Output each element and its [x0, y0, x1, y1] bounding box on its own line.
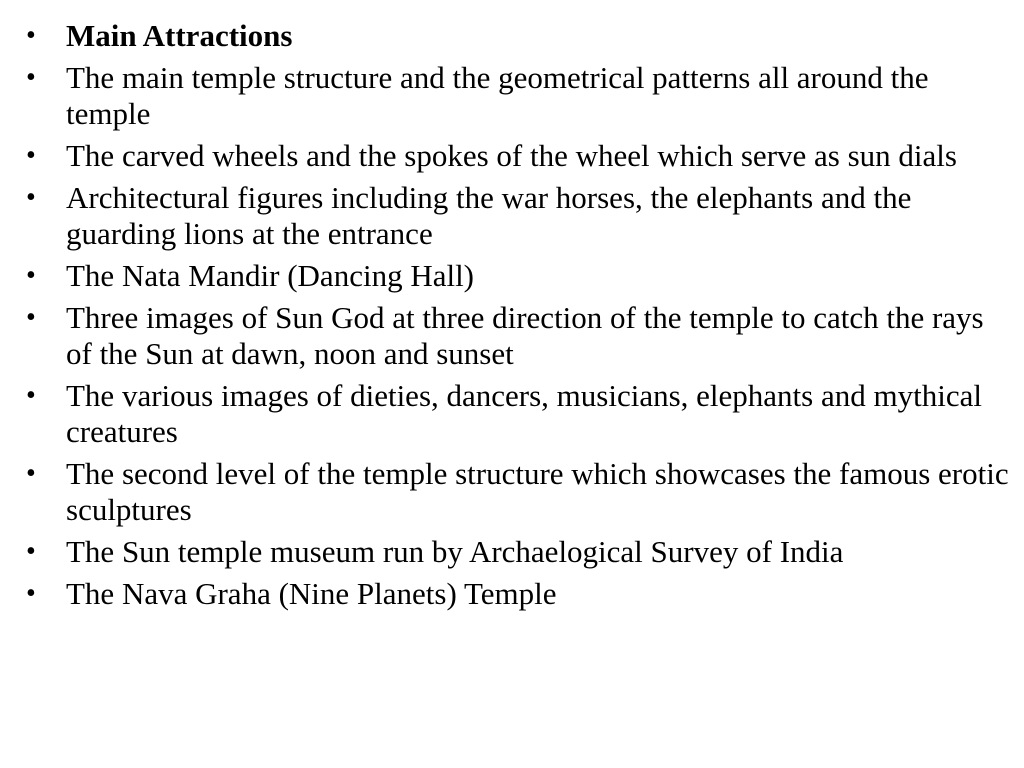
bullet-icon: • [26, 20, 36, 51]
list-item-text: The Nava Graha (Nine Planets) Temple [66, 576, 557, 611]
list-item-text: Main Attractions [66, 18, 293, 53]
bullet-list [24, 18, 1009, 618]
list-item [24, 576, 1009, 612]
list-item [24, 456, 1009, 528]
list-item-text: Three images of Sun God at three direction of the temple to catch the rays of the Sun at dawn, noon and sunset [66, 300, 984, 371]
list-item-text: The second level of the temple structure which showcases the famous erotic sculptures [66, 456, 1009, 527]
list-item-text: The main temple structure and the geometrical patterns all around the temple [66, 60, 929, 131]
list-item-text: The carved wheels and the spokes of the wheel which serve as sun dials [66, 138, 957, 173]
bullet-icon: • [26, 140, 36, 171]
list-item [24, 378, 1009, 450]
list-item-heading [24, 18, 1009, 54]
bullet-icon: • [26, 578, 36, 609]
list-item-text: The Nata Mandir (Dancing Hall) [66, 258, 475, 293]
list-item-text: The various images of dieties, dancers, musicians, elephants and mythical creatures [66, 378, 982, 449]
list-item [24, 180, 1009, 252]
list-item [24, 258, 1009, 294]
bullet-icon: • [26, 182, 36, 213]
bullet-icon: • [26, 302, 36, 333]
bullet-icon: • [26, 536, 36, 567]
list-item [24, 300, 1009, 372]
list-item [24, 534, 1009, 570]
list-item [24, 60, 1009, 132]
bullet-icon: • [26, 380, 36, 411]
bullet-icon: • [26, 62, 36, 93]
list-item-text: Architectural figures including the war horses, the elephants and the guarding lions at the entrance [66, 180, 912, 251]
bullet-icon: • [26, 458, 36, 489]
list-item-text: The Sun temple museum run by Archaelogical Survey of India [66, 534, 844, 569]
bullet-icon: • [26, 260, 36, 291]
list-item [24, 138, 1009, 174]
